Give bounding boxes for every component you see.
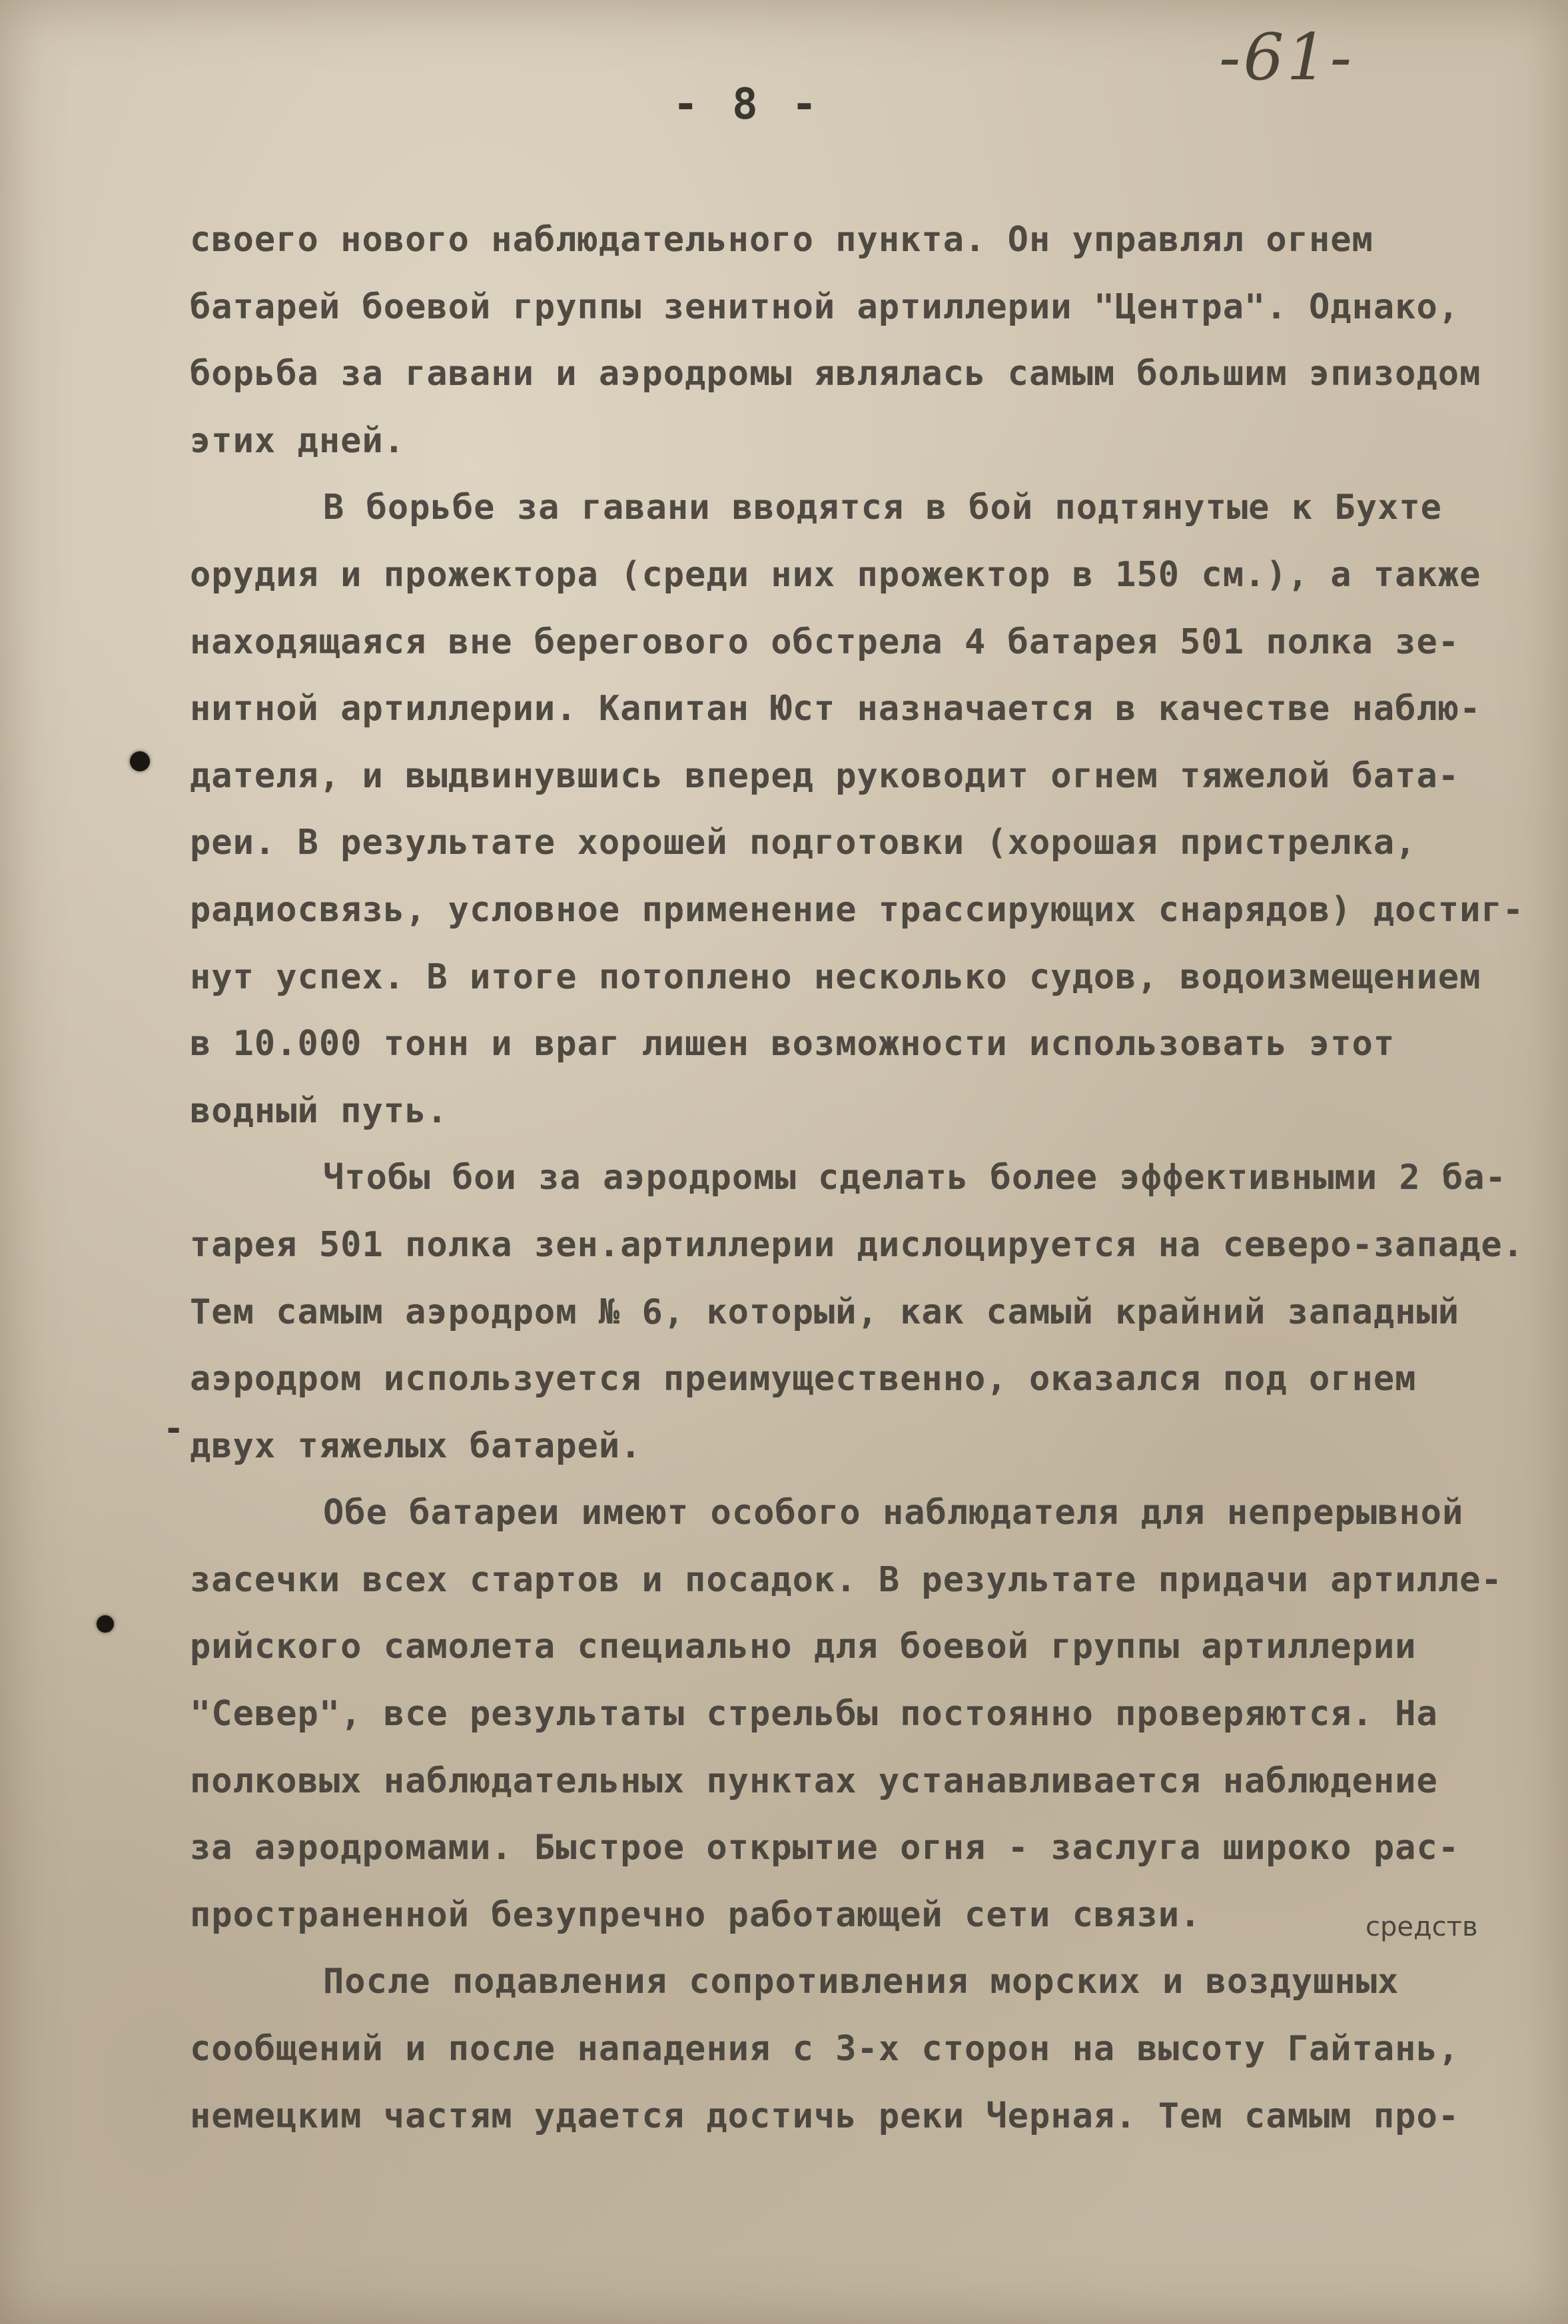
text-line: Тем самым аэродром № 6, который, как самый крайний западный <box>190 1292 1460 1332</box>
text-line: немецким частям удается достичь реки Черная. Тем самым про- <box>190 2096 1460 2136</box>
text-line: своего нового наблюдательного пункта. Он управлял огнем <box>190 220 1373 260</box>
text-line: аэродром используется преимущественно, оказался под огнем <box>190 1359 1417 1399</box>
text-line: засечки всех стартов и посадок. В результате придачи артилле- <box>190 1559 1503 1600</box>
text-line: рийского самолета специально для боевой группы артиллерии <box>190 1627 1417 1667</box>
text-line: пространенной безупречно работающей сети связи. <box>190 1894 1202 1935</box>
text-line: находящаяся вне берегового обстрела 4 батарея 501 полка зе- <box>190 621 1460 662</box>
text-line: реи. В результате хорошей подготовки (хорошая пристрелка, <box>190 823 1417 863</box>
text-line: полковых наблюдательных пунктах устанавливается наблюдение <box>190 1760 1438 1801</box>
typed-body-text <box>190 206 1549 2149</box>
punch-hole <box>130 751 150 771</box>
text-line: тарея 501 полка зен.артиллерии дислоцируется на северо-западе. <box>190 1224 1525 1265</box>
margin-dash-mark: - <box>163 1409 185 1449</box>
text-line: нитной артиллерии. Капитан Юст назначается в качестве наблю- <box>190 689 1481 729</box>
margin-note-word: средств <box>1366 1912 1478 1942</box>
punch-hole <box>97 1615 114 1633</box>
text-line: этих дней. <box>190 420 406 461</box>
text-line: нут успех. В итоге потоплено несколько судов, водоизмещением <box>190 957 1481 997</box>
paragraph-start-line: В борьбе за гавани вводятся в бой подтянутые к Бухте <box>323 488 1442 528</box>
text-line: сообщений и после нападения с 3-х сторон на высоту Гайтань, <box>190 2029 1460 2070</box>
archive-page-number: -61- <box>1219 20 1355 95</box>
text-line: "Север", все результаты стрельбы постоянно проверяются. На <box>190 1694 1438 1735</box>
text-line: в 10.000 тонн и враг лишен возможности использовать этот <box>190 1024 1395 1064</box>
text-line: радиосвязь, условное применение трассирующих снарядов) достиг- <box>190 889 1525 930</box>
text-line: водный путь. <box>190 1090 448 1131</box>
text-line: двух тяжелых батарей. <box>190 1425 642 1466</box>
paragraph-start-line: После подавления сопротивления морских и воздушных <box>323 1962 1399 2002</box>
text-line: батарей боевой группы зенитной артиллерии "Центра". Однако, <box>190 286 1460 327</box>
text-line: орудия и прожектора (среди них прожектор в 150 см.), а также <box>190 554 1481 595</box>
page-number: - 8 - <box>673 80 821 129</box>
text-line: за аэродромами. Быстрое открытие огня - заслуга широко рас- <box>190 1828 1460 1868</box>
text-line: дателя, и выдвинувшись вперед руководит огнем тяжелой бата- <box>190 755 1460 796</box>
paragraph-start-line: Чтобы бои за аэродромы сделать более эффективными 2 ба- <box>323 1158 1507 1198</box>
text-line: борьба за гавани и аэродромы являлась самым большим эпизодом <box>190 354 1481 394</box>
paragraph-start-line: Обе батареи имеют особого наблюдателя для непрерывной <box>323 1493 1464 1533</box>
